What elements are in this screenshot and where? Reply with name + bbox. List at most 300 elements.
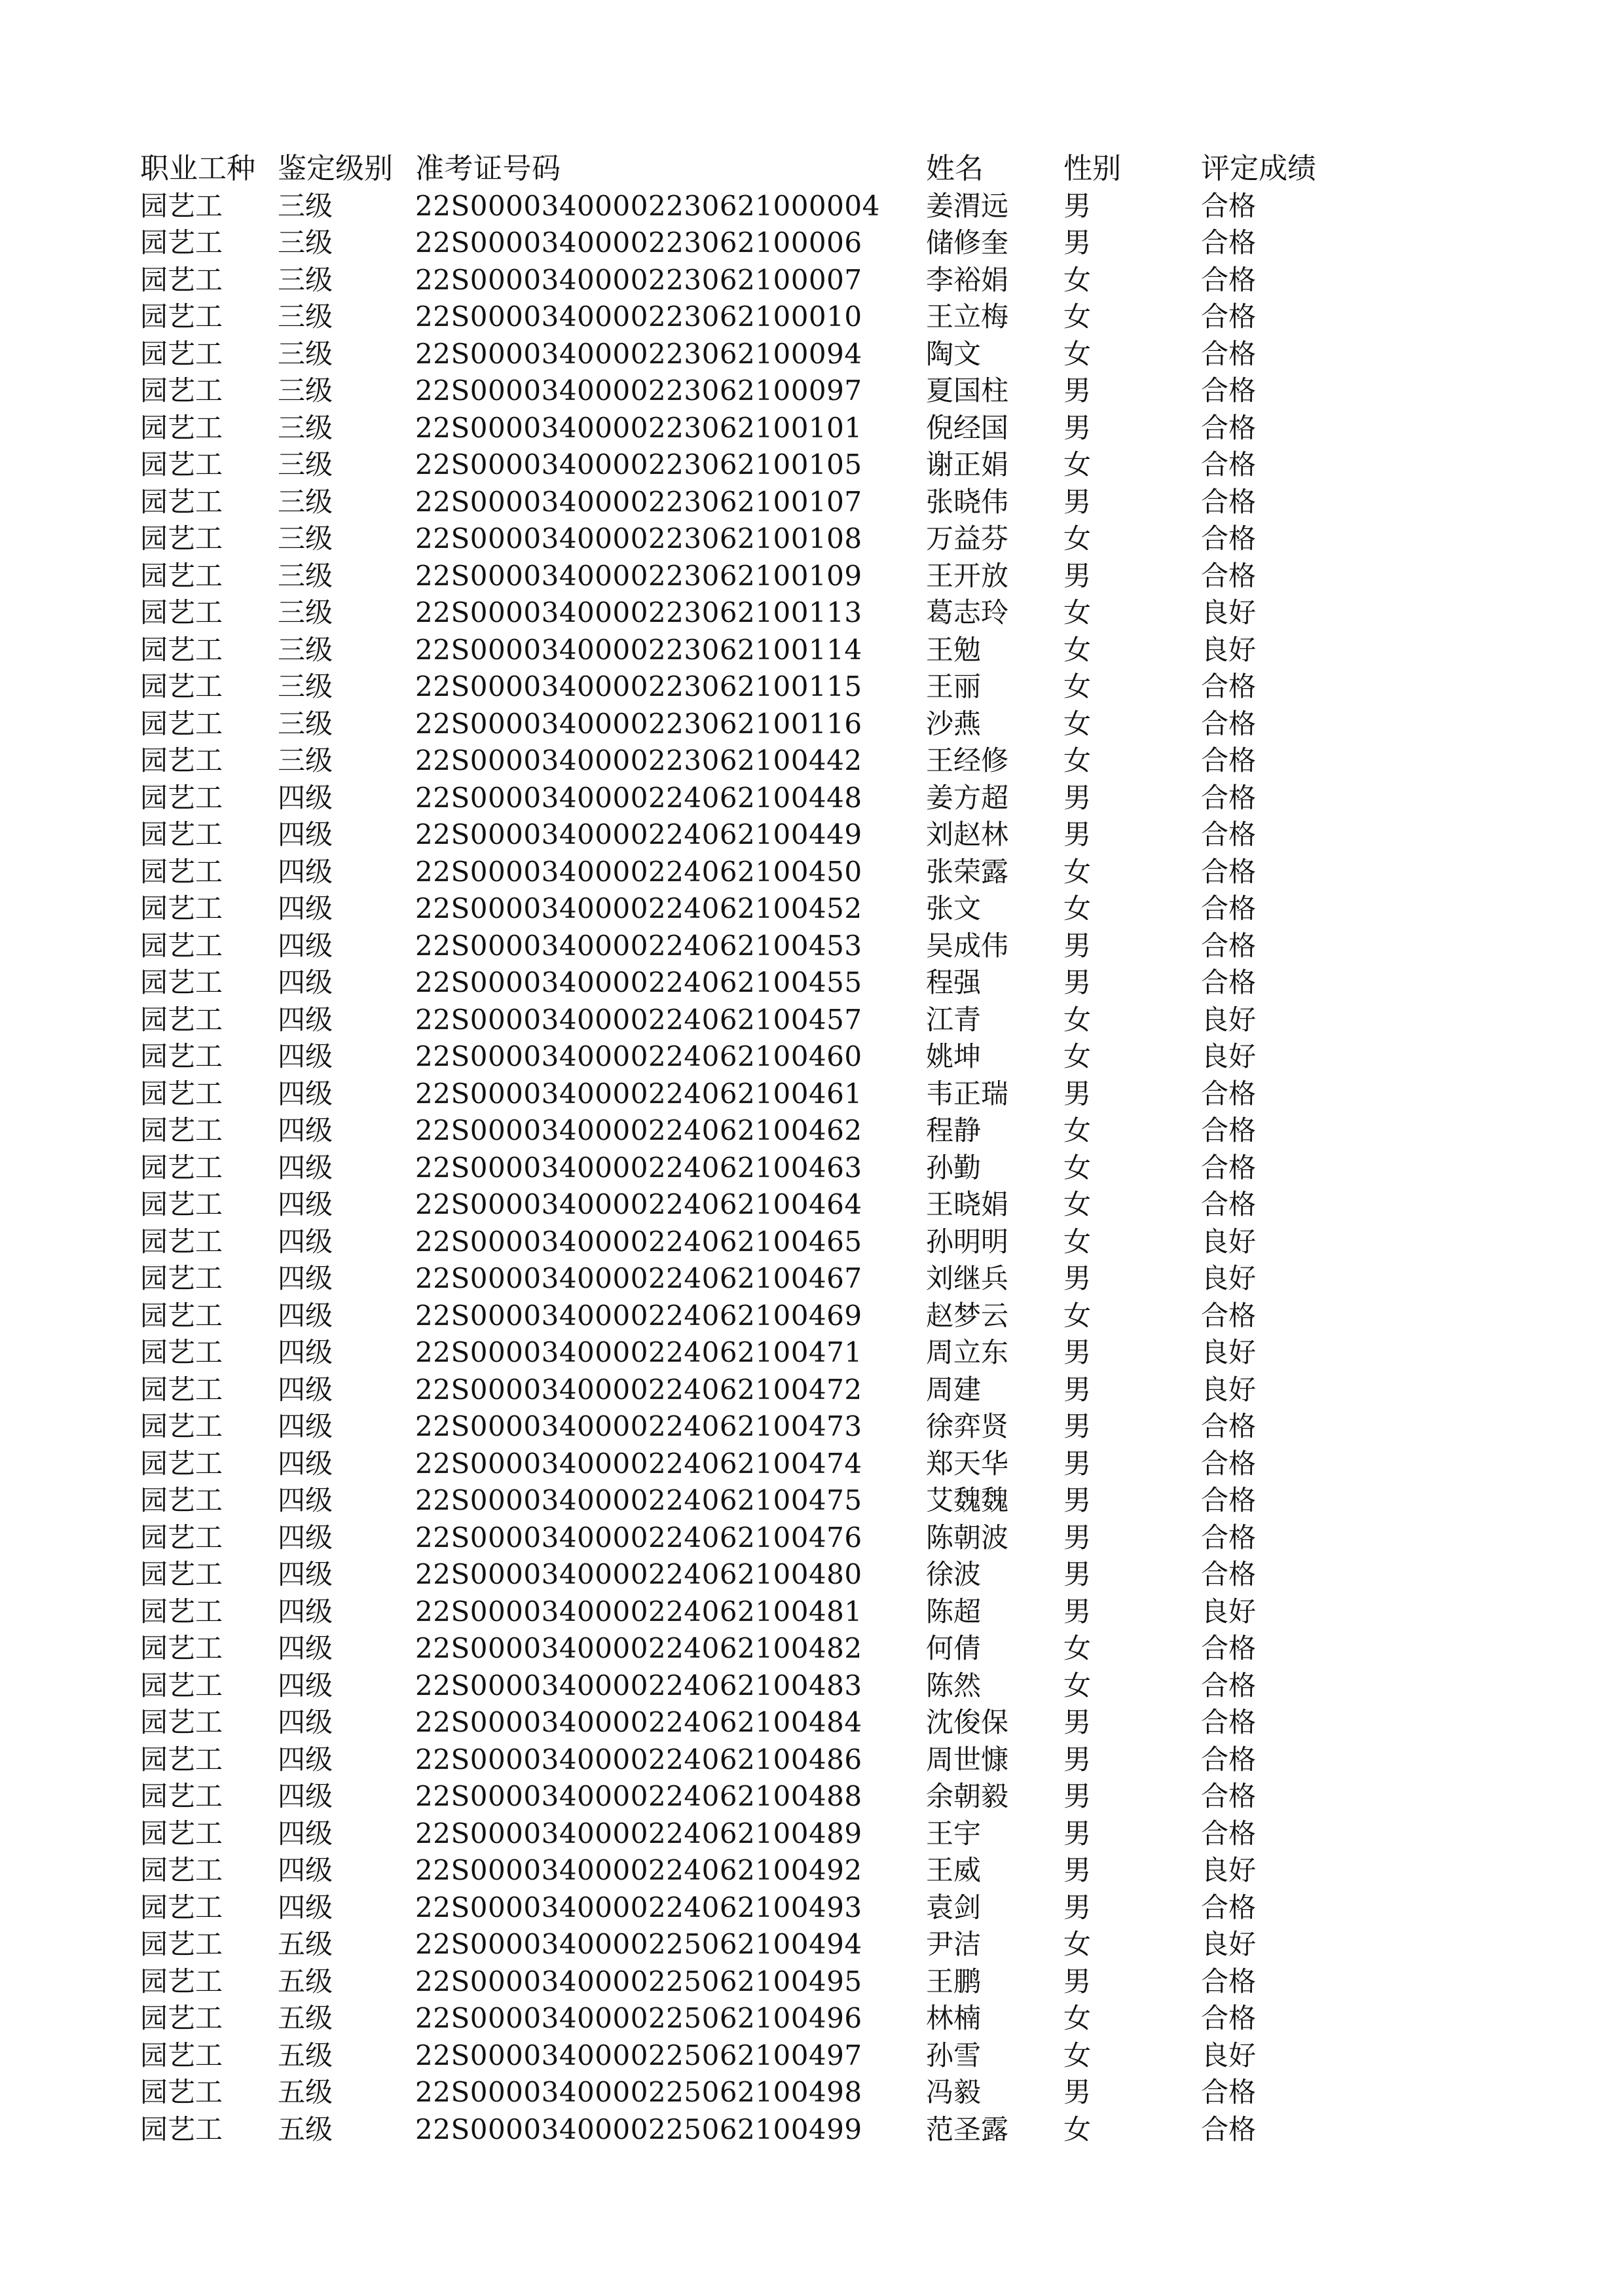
exam-id-cell: 22S0000340000224062100492 (415, 1854, 862, 1887)
gender-cell: 男 (1063, 818, 1092, 851)
gender-cell: 男 (1063, 1743, 1092, 1776)
header-gender: 性别 (1063, 152, 1121, 186)
table-row (140, 1963, 1384, 2001)
job-cell: 园艺工 (140, 2002, 223, 2035)
name-cell: 谢正娟 (926, 448, 1009, 481)
level-cell: 四级 (278, 1780, 333, 1813)
table-row (140, 446, 1384, 484)
table-row (140, 1630, 1384, 1667)
job-cell: 园艺工 (140, 633, 223, 666)
level-cell: 五级 (278, 2076, 333, 2109)
level-cell: 四级 (278, 1225, 333, 1258)
job-cell: 园艺工 (140, 227, 223, 259)
header-level: 鉴定级别 (278, 152, 393, 186)
table-row (140, 1260, 1384, 1298)
level-cell: 四级 (278, 781, 333, 814)
exam-id-cell: 22S0000340000224062100452 (415, 892, 862, 925)
level-cell: 三级 (278, 411, 333, 444)
level-cell: 四级 (278, 966, 333, 999)
name-cell: 王威 (926, 1854, 982, 1887)
gender-cell: 女 (1063, 892, 1092, 925)
table-row (140, 1815, 1384, 1853)
table-row (140, 1556, 1384, 1594)
name-cell: 陈超 (926, 1595, 982, 1628)
table-row (140, 1298, 1384, 1335)
name-cell: 吴成伟 (926, 929, 1009, 962)
job-cell: 园艺工 (140, 1299, 223, 1332)
gender-cell: 男 (1063, 2076, 1092, 2109)
table-row (140, 742, 1384, 780)
exam-id-cell: 22S0000340000223062100006 (415, 227, 862, 259)
grade-cell: 良好 (1201, 1003, 1257, 1036)
job-cell: 园艺工 (140, 744, 223, 777)
gender-cell: 女 (1063, 2002, 1092, 2035)
exam-id-cell: 22S0000340000224062100484 (415, 1706, 862, 1739)
job-cell: 园艺工 (140, 1373, 223, 1406)
results-sheet (140, 151, 1384, 2148)
name-cell: 尹洁 (926, 1928, 982, 1961)
name-cell: 姜渭远 (926, 189, 1009, 222)
table-row (140, 262, 1384, 299)
job-cell: 园艺工 (140, 596, 223, 629)
level-cell: 四级 (278, 929, 333, 962)
table-row (140, 484, 1384, 521)
table-row (140, 890, 1384, 928)
level-cell: 五级 (278, 2113, 333, 2145)
exam-id-cell: 22S0000340000224062100482 (415, 1632, 862, 1665)
job-cell: 园艺工 (140, 707, 223, 740)
exam-id-cell: 22S0000340000224062100460 (415, 1040, 862, 1073)
level-cell: 三级 (278, 227, 333, 259)
name-cell: 葛志玲 (926, 596, 1009, 629)
table-row (140, 1520, 1384, 1557)
name-cell: 王立梅 (926, 301, 1009, 333)
grade-cell: 合格 (1201, 374, 1257, 407)
table-row (140, 2074, 1384, 2111)
job-cell: 园艺工 (140, 966, 223, 999)
job-cell: 园艺工 (140, 301, 223, 333)
exam-id-cell: 22S0000340000223062100113 (415, 596, 862, 629)
gender-cell: 男 (1063, 189, 1092, 222)
table-row (140, 1408, 1384, 1446)
grade-cell: 合格 (1201, 670, 1257, 703)
gender-cell: 女 (1063, 522, 1092, 555)
grade-cell: 合格 (1201, 892, 1257, 925)
level-cell: 四级 (278, 1521, 333, 1554)
gender-cell: 男 (1063, 781, 1092, 814)
gender-cell: 女 (1063, 1114, 1092, 1147)
exam-id-cell: 22S0000340000223062100115 (415, 670, 862, 703)
level-cell: 四级 (278, 855, 333, 888)
job-cell: 园艺工 (140, 263, 223, 296)
grade-cell: 合格 (1201, 966, 1257, 999)
gender-cell: 女 (1063, 744, 1092, 777)
job-cell: 园艺工 (140, 2076, 223, 2109)
level-cell: 三级 (278, 744, 333, 777)
job-cell: 园艺工 (140, 1262, 223, 1295)
job-cell: 园艺工 (140, 892, 223, 925)
exam-id-cell: 22S0000340000224062100461 (415, 1077, 862, 1110)
name-cell: 储修奎 (926, 227, 1009, 259)
job-cell: 园艺工 (140, 1410, 223, 1443)
exam-id-cell: 22S0000340000223062100097 (415, 374, 862, 407)
gender-cell: 女 (1063, 1188, 1092, 1221)
table-row (140, 558, 1384, 595)
gender-cell: 男 (1063, 411, 1092, 444)
gender-cell: 女 (1063, 670, 1092, 703)
level-cell: 四级 (278, 1373, 333, 1406)
table-row (140, 1926, 1384, 1963)
grade-cell: 合格 (1201, 1743, 1257, 1776)
exam-id-cell: 22S00003400002230621000004 (415, 189, 880, 222)
header-job: 职业工种 (140, 152, 255, 186)
table-row (140, 780, 1384, 817)
table-row (140, 373, 1384, 410)
grade-cell: 良好 (1201, 1928, 1257, 1961)
gender-cell: 男 (1063, 1484, 1092, 1517)
job-cell: 园艺工 (140, 1595, 223, 1628)
grade-cell: 良好 (1201, 596, 1257, 629)
table-row (140, 188, 1384, 225)
level-cell: 四级 (278, 1558, 333, 1591)
gender-cell: 女 (1063, 596, 1092, 629)
level-cell: 四级 (278, 1262, 333, 1295)
exam-id-cell: 22S0000340000225062100494 (415, 1928, 862, 1961)
job-cell: 园艺工 (140, 929, 223, 962)
exam-id-cell: 22S0000340000223062100107 (415, 485, 862, 518)
grade-cell: 合格 (1201, 1299, 1257, 1332)
name-cell: 陈朝波 (926, 1521, 1009, 1554)
grade-cell: 合格 (1201, 818, 1257, 851)
grade-cell: 良好 (1201, 1040, 1257, 1073)
name-cell: 徐波 (926, 1558, 982, 1591)
level-cell: 三级 (278, 522, 333, 555)
grade-cell: 合格 (1201, 522, 1257, 555)
table-row (140, 1482, 1384, 1520)
job-cell: 园艺工 (140, 411, 223, 444)
name-cell: 王宇 (926, 1817, 982, 1850)
gender-cell: 女 (1063, 1299, 1092, 1332)
job-cell: 园艺工 (140, 1447, 223, 1480)
job-cell: 园艺工 (140, 559, 223, 592)
name-cell: 孙明明 (926, 1225, 1009, 1258)
grade-cell: 合格 (1201, 301, 1257, 333)
grade-cell: 合格 (1201, 1410, 1257, 1443)
gender-cell: 男 (1063, 1521, 1092, 1554)
exam-id-cell: 22S0000340000224062100481 (415, 1595, 862, 1628)
name-cell: 刘继兵 (926, 1262, 1009, 1295)
name-cell: 赵梦云 (926, 1299, 1009, 1332)
gender-cell: 男 (1063, 1336, 1092, 1369)
name-cell: 沙燕 (926, 707, 982, 740)
job-cell: 园艺工 (140, 1780, 223, 1813)
grade-cell: 合格 (1201, 411, 1257, 444)
name-cell: 王开放 (926, 559, 1009, 592)
table-row (140, 1002, 1384, 1039)
grade-cell: 合格 (1201, 1521, 1257, 1554)
name-cell: 姚坤 (926, 1040, 982, 1073)
job-cell: 园艺工 (140, 818, 223, 851)
name-cell: 张晓伟 (926, 485, 1009, 518)
grade-cell: 良好 (1201, 2039, 1257, 2071)
job-cell: 园艺工 (140, 189, 223, 222)
table-row (140, 225, 1384, 262)
grade-cell: 合格 (1201, 1558, 1257, 1591)
job-cell: 园艺工 (140, 1151, 223, 1184)
name-cell: 何倩 (926, 1632, 982, 1665)
grade-cell: 良好 (1201, 1262, 1257, 1295)
header-grade: 评定成绩 (1201, 152, 1316, 186)
level-cell: 四级 (278, 1743, 333, 1776)
level-cell: 三级 (278, 374, 333, 407)
gender-cell: 男 (1063, 1891, 1092, 1923)
job-cell: 园艺工 (140, 1706, 223, 1739)
level-cell: 四级 (278, 1114, 333, 1147)
job-cell: 园艺工 (140, 2039, 223, 2071)
level-cell: 四级 (278, 1003, 333, 1036)
job-cell: 园艺工 (140, 1928, 223, 1961)
table-row (140, 706, 1384, 743)
exam-id-cell: 22S0000340000225062100498 (415, 2076, 862, 2109)
exam-id-cell: 22S0000340000223062100094 (415, 337, 862, 370)
level-cell: 五级 (278, 1928, 333, 1961)
exam-id-cell: 22S0000340000224062100467 (415, 1262, 862, 1295)
level-cell: 四级 (278, 1632, 333, 1665)
name-cell: 程强 (926, 966, 982, 999)
grade-cell: 合格 (1201, 1114, 1257, 1147)
table-row (140, 336, 1384, 373)
grade-cell: 合格 (1201, 1669, 1257, 1702)
job-cell: 园艺工 (140, 1632, 223, 1665)
table-row (140, 1076, 1384, 1113)
gender-cell: 男 (1063, 374, 1092, 407)
header-row (140, 151, 1384, 188)
grade-cell: 合格 (1201, 189, 1257, 222)
name-cell: 李裕娟 (926, 263, 1009, 296)
grade-cell: 良好 (1201, 1336, 1257, 1369)
job-cell: 园艺工 (140, 1114, 223, 1147)
exam-id-cell: 22S0000340000224062100471 (415, 1336, 862, 1369)
name-cell: 王经修 (926, 744, 1009, 777)
name-cell: 姜方超 (926, 781, 1009, 814)
exam-id-cell: 22S0000340000223062100101 (415, 411, 862, 444)
job-cell: 园艺工 (140, 1225, 223, 1258)
job-cell: 园艺工 (140, 1484, 223, 1517)
grade-cell: 合格 (1201, 855, 1257, 888)
name-cell: 刘赵林 (926, 818, 1009, 851)
job-cell: 园艺工 (140, 2113, 223, 2145)
exam-id-cell: 22S0000340000223062100114 (415, 633, 862, 666)
gender-cell: 女 (1063, 2039, 1092, 2071)
exam-id-cell: 22S0000340000223062100010 (415, 301, 862, 333)
name-cell: 孙勤 (926, 1151, 982, 1184)
table-row (140, 1667, 1384, 1705)
gender-cell: 女 (1063, 1040, 1092, 1073)
name-cell: 王勉 (926, 633, 982, 666)
grade-cell: 合格 (1201, 485, 1257, 518)
grade-cell: 良好 (1201, 1854, 1257, 1887)
table-row (140, 816, 1384, 854)
level-cell: 四级 (278, 1595, 333, 1628)
exam-id-cell: 22S0000340000223062100007 (415, 263, 862, 296)
name-cell: 江青 (926, 1003, 982, 1036)
name-cell: 林楠 (926, 2002, 982, 2035)
exam-id-cell: 22S0000340000224062100474 (415, 1447, 862, 1480)
table-row (140, 410, 1384, 447)
exam-id-cell: 22S0000340000224062100465 (415, 1225, 862, 1258)
grade-cell: 合格 (1201, 744, 1257, 777)
job-cell: 园艺工 (140, 1003, 223, 1036)
exam-id-cell: 22S0000340000224062100489 (415, 1817, 862, 1850)
table-row (140, 520, 1384, 558)
name-cell: 郑天华 (926, 1447, 1009, 1480)
name-cell: 冯毅 (926, 2076, 982, 2109)
grade-cell: 良好 (1201, 1373, 1257, 1406)
gender-cell: 男 (1063, 1817, 1092, 1850)
gender-cell: 男 (1063, 1077, 1092, 1110)
gender-cell: 男 (1063, 1373, 1092, 1406)
table-row (140, 1446, 1384, 1483)
name-cell: 孙雪 (926, 2039, 982, 2071)
level-cell: 三级 (278, 337, 333, 370)
name-cell: 程静 (926, 1114, 982, 1147)
level-cell: 三级 (278, 559, 333, 592)
name-cell: 周立东 (926, 1336, 1009, 1369)
job-cell: 园艺工 (140, 1521, 223, 1554)
job-cell: 园艺工 (140, 855, 223, 888)
exam-id-cell: 22S0000340000224062100473 (415, 1410, 862, 1443)
table-row (140, 1889, 1384, 1927)
name-cell: 张荣露 (926, 855, 1009, 888)
name-cell: 范圣露 (926, 2113, 1009, 2145)
name-cell: 陈然 (926, 1669, 982, 1702)
grade-cell: 合格 (1201, 227, 1257, 259)
gender-cell: 男 (1063, 1706, 1092, 1739)
exam-id-cell: 22S0000340000224062100469 (415, 1299, 862, 1332)
exam-id-cell: 22S0000340000224062100472 (415, 1373, 862, 1406)
job-cell: 园艺工 (140, 1336, 223, 1369)
level-cell: 四级 (278, 1891, 333, 1923)
table-row (140, 1038, 1384, 1076)
grade-cell: 合格 (1201, 1484, 1257, 1517)
name-cell: 余朝毅 (926, 1780, 1009, 1813)
level-cell: 四级 (278, 1854, 333, 1887)
name-cell: 张文 (926, 892, 982, 925)
exam-id-cell: 22S0000340000223062100109 (415, 559, 862, 592)
job-cell: 园艺工 (140, 1077, 223, 1110)
table-row (140, 1112, 1384, 1150)
exam-id-cell: 22S0000340000224062100449 (415, 818, 862, 851)
exam-id-cell: 22S0000340000225062100497 (415, 2039, 862, 2071)
level-cell: 三级 (278, 485, 333, 518)
gender-cell: 男 (1063, 485, 1092, 518)
exam-id-cell: 22S0000340000224062100463 (415, 1151, 862, 1184)
exam-id-cell: 22S0000340000224062100486 (415, 1743, 862, 1776)
grade-cell: 合格 (1201, 929, 1257, 962)
name-cell: 袁剑 (926, 1891, 982, 1923)
job-cell: 园艺工 (140, 1743, 223, 1776)
table-row (140, 1778, 1384, 1815)
name-cell: 艾魏魏 (926, 1484, 1009, 1517)
level-cell: 三级 (278, 301, 333, 333)
exam-id-cell: 22S0000340000224062100493 (415, 1891, 862, 1923)
level-cell: 五级 (278, 2002, 333, 2035)
level-cell: 三级 (278, 596, 333, 629)
grade-cell: 合格 (1201, 707, 1257, 740)
table-row (140, 2111, 1384, 2149)
job-cell: 园艺工 (140, 485, 223, 518)
exam-id-cell: 22S0000340000224062100453 (415, 929, 862, 962)
level-cell: 三级 (278, 633, 333, 666)
table-row (140, 1704, 1384, 1741)
job-cell: 园艺工 (140, 1558, 223, 1591)
gender-cell: 男 (1063, 1965, 1092, 1997)
gender-cell: 男 (1063, 929, 1092, 962)
exam-id-cell: 22S0000340000224062100480 (415, 1558, 862, 1591)
level-cell: 三级 (278, 670, 333, 703)
table-row (140, 928, 1384, 965)
level-cell: 四级 (278, 1410, 333, 1443)
gender-cell: 女 (1063, 263, 1092, 296)
grade-cell: 合格 (1201, 1780, 1257, 1813)
job-cell: 园艺工 (140, 448, 223, 481)
exam-id-cell: 22S0000340000225062100499 (415, 2113, 862, 2145)
grade-cell: 合格 (1201, 1817, 1257, 1850)
table-row (140, 2037, 1384, 2075)
level-cell: 四级 (278, 1151, 333, 1184)
exam-id-cell: 22S0000340000224062100457 (415, 1003, 862, 1036)
grade-cell: 合格 (1201, 559, 1257, 592)
grade-cell: 合格 (1201, 1965, 1257, 1997)
name-cell: 王丽 (926, 670, 982, 703)
name-cell: 万益芬 (926, 522, 1009, 555)
exam-id-cell: 22S0000340000224062100476 (415, 1521, 862, 1554)
level-cell: 三级 (278, 189, 333, 222)
header-exam-id: 准考证号码 (415, 152, 561, 186)
grade-cell: 合格 (1201, 781, 1257, 814)
exam-id-cell: 22S0000340000224062100450 (415, 855, 862, 888)
gender-cell: 男 (1063, 1262, 1092, 1295)
exam-id-cell: 22S0000340000223062100442 (415, 744, 862, 777)
name-cell: 周世慷 (926, 1743, 1009, 1776)
gender-cell: 女 (1063, 1632, 1092, 1665)
header-name: 姓名 (926, 152, 984, 186)
gender-cell: 女 (1063, 337, 1092, 370)
exam-id-cell: 22S0000340000223062100116 (415, 707, 862, 740)
name-cell: 王晓娟 (926, 1188, 1009, 1221)
table-row (140, 1372, 1384, 1409)
exam-id-cell: 22S0000340000225062100495 (415, 1965, 862, 1997)
grade-cell: 良好 (1201, 633, 1257, 666)
gender-cell: 男 (1063, 227, 1092, 259)
level-cell: 四级 (278, 818, 333, 851)
exam-id-cell: 22S0000340000224062100462 (415, 1114, 862, 1147)
name-cell: 沈俊保 (926, 1706, 1009, 1739)
grade-cell: 合格 (1201, 2113, 1257, 2145)
level-cell: 四级 (278, 1706, 333, 1739)
job-cell: 园艺工 (140, 1854, 223, 1887)
grade-cell: 合格 (1201, 1188, 1257, 1221)
grade-cell: 良好 (1201, 1595, 1257, 1628)
gender-cell: 女 (1063, 1003, 1092, 1036)
gender-cell: 男 (1063, 559, 1092, 592)
job-cell: 园艺工 (140, 337, 223, 370)
job-cell: 园艺工 (140, 374, 223, 407)
gender-cell: 男 (1063, 966, 1092, 999)
level-cell: 三级 (278, 448, 333, 481)
job-cell: 园艺工 (140, 1891, 223, 1923)
gender-cell: 女 (1063, 1928, 1092, 1961)
